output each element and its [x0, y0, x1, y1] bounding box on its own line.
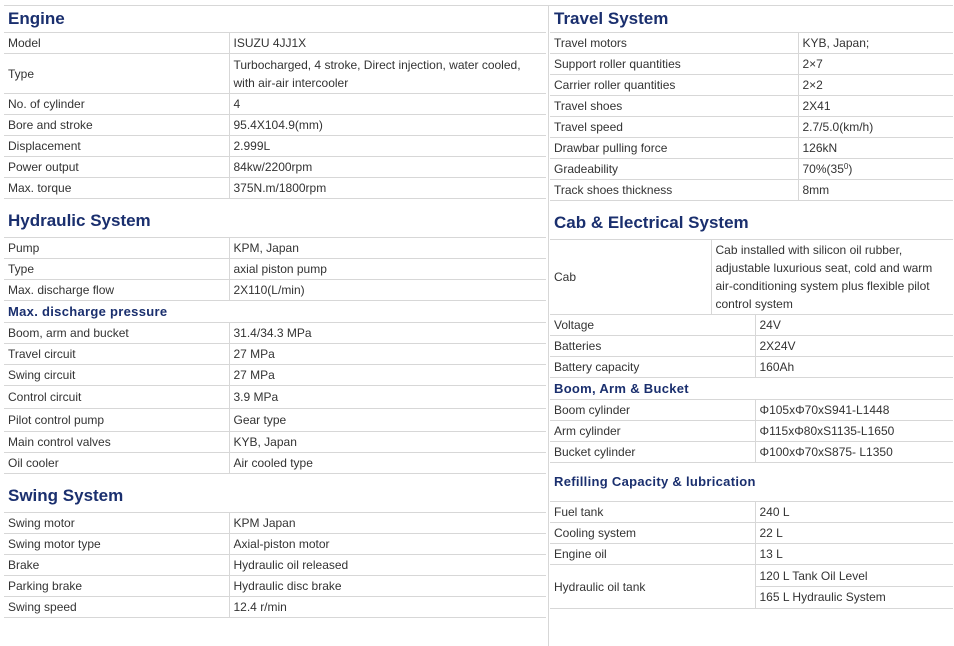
table-row — [4, 453, 546, 474]
spec-label: Main control valves — [4, 432, 229, 453]
table-row — [4, 54, 546, 94]
spec-label: Travel motors — [550, 33, 798, 54]
spec-value: 27 MPa — [229, 344, 546, 365]
cab-table — [550, 240, 953, 315]
spec-value: KYB, Japan — [229, 432, 546, 453]
spec-value: 160Ah — [755, 357, 953, 378]
table-row — [4, 33, 546, 54]
spec-label: Boom cylinder — [550, 400, 755, 421]
refill-table — [550, 502, 953, 609]
spec-label: Batteries — [550, 336, 755, 357]
spec-label: Battery capacity — [550, 357, 755, 378]
spec-value: 3.9 MPa — [229, 386, 546, 409]
spec-value: 2X24V — [755, 336, 953, 357]
spec-value — [755, 565, 953, 609]
table-row — [550, 565, 953, 609]
boom-table — [550, 400, 953, 463]
table-row — [550, 96, 953, 117]
spec-value — [798, 159, 953, 180]
table-row — [4, 238, 546, 259]
degree-superscript: 0 — [843, 162, 849, 171]
spec-value: KYB, Japan; — [798, 33, 953, 54]
table-row — [4, 386, 546, 409]
spec-label: Type — [4, 54, 229, 94]
column-divider — [548, 6, 549, 646]
spec-label: Displacement — [4, 136, 229, 157]
table-row — [550, 54, 953, 75]
spec-label: Power output — [4, 157, 229, 178]
spec-value: Φ100xΦ70xS875- L1350 — [755, 442, 953, 463]
tank-line: 120 L Tank Oil Level — [756, 566, 954, 587]
spec-value: 13 L — [755, 544, 953, 565]
spec-value: 24V — [755, 315, 953, 336]
spec-label: Carrier roller quantities — [550, 75, 798, 96]
table-row — [550, 315, 953, 336]
boom-subtitle: Boom, Arm & Bucket — [550, 378, 953, 400]
swing-title: Swing System — [4, 474, 546, 513]
right-column — [550, 6, 953, 609]
table-row — [4, 555, 546, 576]
spec-value: 22 L — [755, 523, 953, 544]
table-row — [4, 513, 546, 534]
gradeability-value: 70%(35 — [802, 162, 844, 176]
spec-label: Track shoes thickness — [550, 180, 798, 201]
table-row — [4, 534, 546, 555]
spec-label: Engine oil — [550, 544, 755, 565]
table-row — [550, 240, 953, 315]
table-row — [4, 136, 546, 157]
spec-value: 84kw/2200rpm — [229, 157, 546, 178]
spec-label: Swing circuit — [4, 365, 229, 386]
engine-table — [4, 33, 546, 199]
table-row — [4, 115, 546, 136]
table-row — [4, 280, 546, 301]
table-row — [550, 159, 953, 180]
table-row — [550, 502, 953, 523]
spec-label: Boom, arm and bucket — [4, 323, 229, 344]
table-row — [4, 365, 546, 386]
spec-value: Φ115xΦ80xS1135-L1650 — [755, 421, 953, 442]
spec-label: Fuel tank — [550, 502, 755, 523]
spec-value: Turbocharged, 4 stroke, Direct injection, water cooled, with air-air intercooler — [229, 54, 546, 94]
table-row — [4, 576, 546, 597]
spec-label: Hydraulic oil tank — [550, 565, 755, 609]
refill-subtitle: Refilling Capacity & lubrication — [550, 463, 953, 502]
spec-label: Travel shoes — [550, 96, 798, 117]
spec-value: 27 MPa — [229, 365, 546, 386]
spec-value: Hydraulic disc brake — [229, 576, 546, 597]
swing-table — [4, 513, 546, 618]
spec-value: KPM, Japan — [229, 238, 546, 259]
pressure-table — [4, 323, 546, 474]
spec-value: 8mm — [798, 180, 953, 201]
travel-title: Travel System — [550, 6, 953, 33]
spec-label: Support roller quantities — [550, 54, 798, 75]
spec-label: Max. torque — [4, 178, 229, 199]
left-column — [4, 6, 546, 618]
table-row — [4, 157, 546, 178]
table-row — [550, 357, 953, 378]
spec-label: Swing speed — [4, 597, 229, 618]
table-row — [4, 344, 546, 365]
electrical-table — [550, 315, 953, 378]
spec-value: KPM Japan — [229, 513, 546, 534]
spec-value: 12.4 r/min — [229, 597, 546, 618]
spec-value: 4 — [229, 94, 546, 115]
spec-label: Pilot control pump — [4, 409, 229, 432]
table-row — [4, 94, 546, 115]
spec-value: Axial-piston motor — [229, 534, 546, 555]
table-row — [550, 523, 953, 544]
spec-value: 126kN — [798, 138, 953, 159]
gradeability-tail: ) — [848, 162, 853, 176]
spec-label: Drawbar pulling force — [550, 138, 798, 159]
table-row — [550, 75, 953, 96]
spec-value: axial piston pump — [229, 259, 546, 280]
spec-label: Oil cooler — [4, 453, 229, 474]
travel-table — [550, 33, 953, 201]
spec-value: 2X41 — [798, 96, 953, 117]
pressure-subtitle: Max. discharge pressure — [4, 301, 546, 323]
table-row — [550, 180, 953, 201]
spec-label: Brake — [4, 555, 229, 576]
spec-label: No. of cylinder — [4, 94, 229, 115]
table-row — [4, 323, 546, 344]
table-row — [550, 544, 953, 565]
spec-value: 2.999L — [229, 136, 546, 157]
spec-label: Bucket cylinder — [550, 442, 755, 463]
spec-label: Model — [4, 33, 229, 54]
spec-label: Control circuit — [4, 386, 229, 409]
spec-value: 2×7 — [798, 54, 953, 75]
spec-label: Voltage — [550, 315, 755, 336]
table-row — [550, 33, 953, 54]
hydraulic-title: Hydraulic System — [4, 199, 546, 238]
spec-value: 240 L — [755, 502, 953, 523]
spec-value: 31.4/34.3 MPa — [229, 323, 546, 344]
spec-label: Pump — [4, 238, 229, 259]
spec-value: 2X110(L/min) — [229, 280, 546, 301]
spec-label: Type — [4, 259, 229, 280]
engine-title: Engine — [4, 6, 546, 33]
table-row — [550, 117, 953, 138]
spec-value: Cab installed with silicon oil rubber, adjustable luxurious seat, cold and warm air-conditioning system plus flexible pilot control system — [711, 240, 953, 315]
spec-label: Parking brake — [4, 576, 229, 597]
cab-title: Cab & Electrical System — [550, 201, 953, 240]
table-row — [550, 138, 953, 159]
table-row — [550, 400, 953, 421]
spec-value: Gear type — [229, 409, 546, 432]
table-row — [4, 409, 546, 432]
table-row — [550, 421, 953, 442]
spec-label: Cooling system — [550, 523, 755, 544]
table-row — [4, 259, 546, 280]
spec-value: Air cooled type — [229, 453, 546, 474]
spec-label: Gradeability — [550, 159, 798, 180]
spec-label: Travel circuit — [4, 344, 229, 365]
tank-line: 165 L Hydraulic System — [759, 590, 886, 604]
table-row — [550, 336, 953, 357]
spec-label: Swing motor type — [4, 534, 229, 555]
spec-label: Arm cylinder — [550, 421, 755, 442]
spec-label: Travel speed — [550, 117, 798, 138]
spec-value: 95.4X104.9(mm) — [229, 115, 546, 136]
spec-label: Bore and stroke — [4, 115, 229, 136]
spec-value: Hydraulic oil released — [229, 555, 546, 576]
spec-value: 2.7/5.0(km/h) — [798, 117, 953, 138]
spec-label: Cab — [550, 240, 711, 315]
table-row — [4, 432, 546, 453]
spec-label: Max. discharge flow — [4, 280, 229, 301]
spec-label: Swing motor — [4, 513, 229, 534]
spec-value: Φ105xΦ70xS941-L1448 — [755, 400, 953, 421]
spec-value: 375N.m/1800rpm — [229, 178, 546, 199]
hydraulic-table — [4, 238, 546, 301]
spec-value: 2×2 — [798, 75, 953, 96]
table-row — [4, 597, 546, 618]
table-row — [550, 442, 953, 463]
spec-value: ISUZU 4JJ1X — [229, 33, 546, 54]
table-row — [4, 178, 546, 199]
